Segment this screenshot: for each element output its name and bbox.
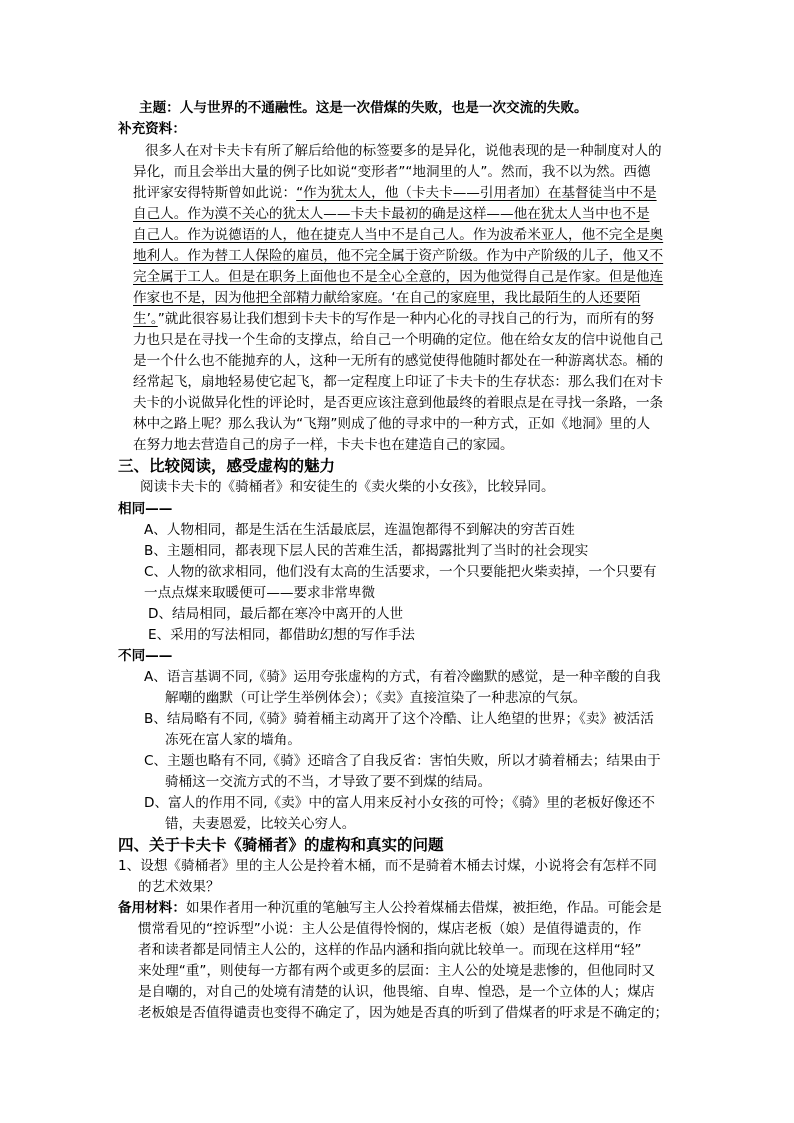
question-line-cont: 的艺术效果？ (138, 879, 220, 895)
quote-underlined-line: 地利人。作为替工人保险的雇员，他不完全属于资产阶级。作为中产阶级的儿子，他又不 (133, 248, 664, 264)
same-label: 相同—— (118, 501, 173, 517)
same-item: A、人物相同，都是生活在生活最底层，连温饱都得不到解决的穷苦百姓 (144, 522, 575, 538)
supplement-line: 批评家安得特斯曾如此说：“作为犹太人，他（卡夫卡——引用者加）在基督徒当中不是 (133, 185, 657, 201)
backup-line: 老板娘是否值得谴责也变得不确定了，因为她是否真的听到了借煤者的吁求是不确定的； (138, 1005, 669, 1021)
backup-line: 者和读者都是同情主人公的，这样的作品内涵和指向就比较单一。而现在这样用“轻” (138, 942, 642, 958)
backup-line: 备用材料：如果作者用一种沉重的笔触写主人公拎着煤桶去借煤，被拒绝，作品。可能会是 (118, 900, 662, 916)
diff-item-cont: 冻死在富人家的墙角。 (165, 732, 301, 748)
supplement-line: 力也只是在寻找一个生命的支撑点，给自己一个明确的定位。他在给女友的信中说他自己 (133, 332, 664, 348)
backup-line: 惯常看见的“控诉型”小说：主人公是值得怜悯的，煤店老板（娘）是值得谴责的，作 (138, 921, 642, 937)
theme-text: 人与世界的不通融性。这是一次借煤的失败，也是一次交流的失败。 (179, 100, 588, 116)
theme-label: 主题： (139, 100, 180, 116)
supplement-line: 异化，而且会举出大量的例子比如说“变形者”“地洞里的人”。然而，我不以为然。西德 (133, 164, 651, 180)
quote-underlined-line: 自己人。作为漠不关心的犹太人——卡夫卡最初的确是这样——他在犹太人当中也不是 (133, 206, 650, 222)
same-item-cont: 一点点煤来取暖便可——要求非常卑微 (144, 585, 376, 601)
diff-item: C、主题也略有不同,《骑》还暗含了自我反省：害怕失败，所以才骑着桶去；结果由于 (144, 753, 661, 769)
diff-item: D、富人的作用不同,《卖》中的富人用来反衬小女孩的可怜；《骑》里的老板好像还不 (144, 795, 655, 811)
backup-line: 来处理“重”，则使每一方都有两个或更多的层面：主人公的处境是悲惨的，但他同时又 (138, 963, 656, 979)
backup-label: 备用材料： (118, 900, 186, 916)
diff-item: A、语言基调不同,《骑》运用夸张虚构的方式，有着冷幽默的感觉，是一种辛酸的自我 (144, 669, 661, 685)
supplement-line: 是一个什么也不能抛弃的人，这种一无所有的感觉使得他随时都处在一种游离状态。桶的 (133, 353, 664, 369)
diff-item: B、结局略有不同,《骑》骑着桶主动离开了这个冷酷、让人绝望的世界；《卖》被活活 (144, 711, 654, 727)
same-item: D、结局相同，最后都在寒冷中离开的人世 (148, 606, 404, 622)
diff-item-cont: 错，夫妻恩爱，比较关心穷人。 (165, 816, 356, 832)
supplement-line: 很多人在对卡夫卡有所了解后给他的标签要多的是异化，说他表现的是一种制度对人的 (145, 143, 662, 159)
same-item: C、人物的欲求相同，他们没有太高的生活要求，一个只要能把火柴卖掉，一个只要有 (144, 564, 657, 580)
supplement-line: 林中之路上呢？那么我认为“飞翔”则成了他的寻求中的一种方式，正如《地洞》里的人 (133, 416, 651, 432)
backup-line: 是自嘲的，对自己的处境有清楚的认识，他畏缩、自卑、惶恐，是一个立体的人；煤店 (138, 984, 655, 1000)
theme-line (139, 98, 588, 118)
supplement-line: 在努力地去营造自己的房子一样，卡夫卡也在建造自己的家园。 (133, 437, 514, 453)
quote-underlined-line: 作家也不是，因为他把全部精力献给家庭。‘在自己的家庭里，我比最陌生的人还要陌 (133, 290, 641, 306)
supplement-heading: 补充资料： (118, 121, 186, 137)
section3-heading: 三、比较阅读，感受虚构的魅力 (118, 457, 336, 475)
question-line: 1、设想《骑桶者》里的主人公是拎着木桶，而不是骑着木桶去讨煤，小说将会有怎样不同 (118, 858, 657, 874)
same-item: E、采用的写法相同，都借助幻想的写作手法 (148, 627, 415, 643)
section4-heading: 四、关于卡夫卡《骑桶者》的虚构和真实的问题 (118, 836, 444, 854)
supplement-line: 经常起飞，扇地轻易使它起飞，都一定程度上印证了卡夫卡的生存状态：那么我们在对卡 (133, 374, 664, 390)
supplement-line: 夫卡的小说做异化性的评论时，是否更应该注意到他最终的着眼点是在寻找一条路，一条 (133, 395, 664, 411)
diff-item-cont: 解嘲的幽默（可让学生举例体会）；《卖》直接渲染了一种悲凉的气氛。 (165, 690, 587, 706)
quote-underlined-line: 完全属于工人。但是在职务上面他也不是全心全意的，因为他觉得自己是作家。但是他连 (133, 269, 664, 285)
quote-underlined: 生’。 (133, 311, 158, 327)
quote-underlined-line: 自己人。作为说德语的人，他在捷克人当中不是自己人。作为波希米亚人，他不完全是奥 (133, 227, 664, 243)
diff-label: 不同—— (118, 648, 173, 664)
same-item: B、主题相同，都表现下层人民的苦难生活，都揭露批判了当时的社会现实 (144, 543, 589, 559)
section3-intro: 阅读卡夫卡的《骑桶者》和安徒生的《卖火柴的小女孩》，比较异同。 (140, 479, 555, 495)
supplement-line: 生’。”就此很容易让我们想到卡夫卡的写作是一种内心化的寻找自己的行为，而所有的努 (133, 311, 655, 327)
quote-underlined: “作为犹太人，他（卡夫卡——引用者加）在基督徒当中不是 (296, 185, 657, 201)
diff-item-cont: 骑桶这一交流方式的不当，才导致了要不到煤的结局。 (165, 774, 492, 790)
